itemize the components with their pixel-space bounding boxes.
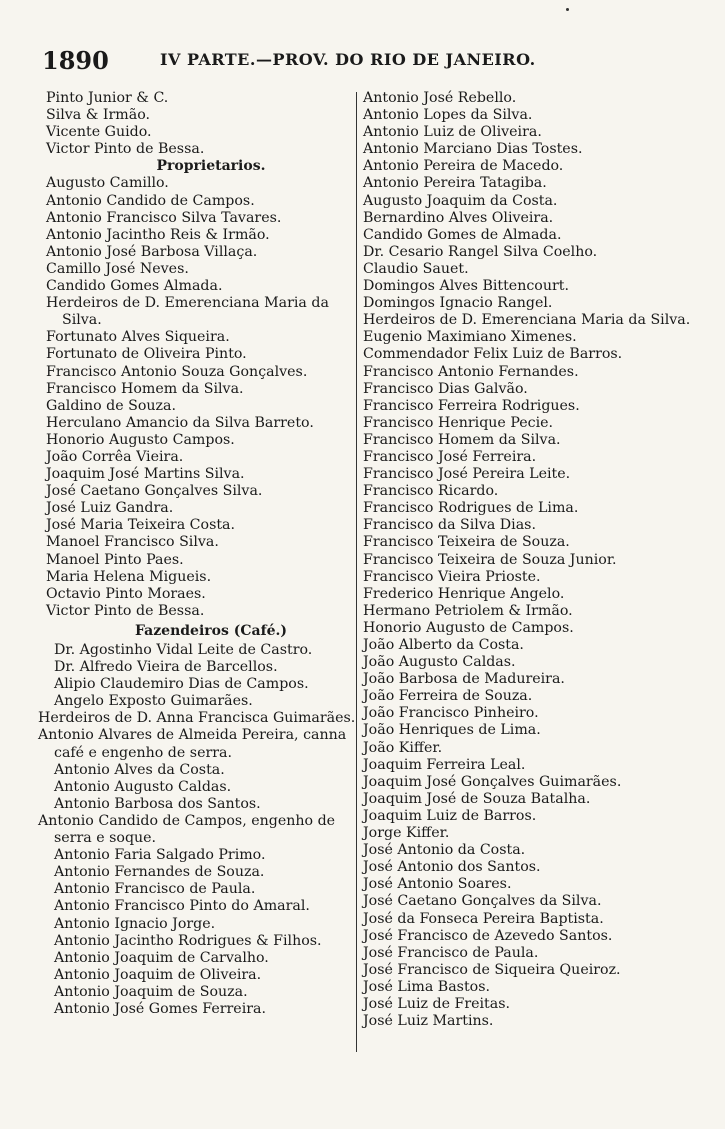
- column-divider: [356, 92, 357, 1052]
- name-entry: Francisco Henrique Pecie.: [363, 414, 554, 431]
- name-entry: Domingos Alves Bittencourt.: [363, 278, 569, 295]
- name-entry: José da Fonseca Pereira Baptista.: [363, 910, 604, 927]
- name-entry: Claudio Sauet.: [363, 260, 469, 277]
- proprietario-entry: Augusto Camillo.: [46, 175, 169, 192]
- name-entry: Francisco Teixeira de Souza.: [363, 534, 570, 551]
- name-entry: Dr. Cesario Rangel Silva Coelho.: [363, 243, 598, 260]
- proprietario-entry: José Caetano Gonçalves Silva.: [46, 483, 263, 500]
- proprietario-entry: Antonio Candido de Campos.: [46, 192, 255, 209]
- fazendeiro-entry: Antonio Faria Salgado Primo.: [54, 847, 266, 864]
- name-entry: Francisco José Ferreira.: [363, 448, 537, 465]
- name-entry: Joaquim José de Souza Batalha.: [363, 790, 591, 807]
- fazendeiro-entry: Antonio Fernandes de Souza.: [54, 864, 265, 881]
- proprietario-entry: Herdeiros de D. Emerenciana Maria da Silva.: [46, 295, 329, 329]
- name-entry: Antonio Luiz de Oliveira.: [363, 124, 542, 141]
- page-number: 1890: [42, 46, 109, 75]
- proprietario-entry: Camillo José Neves.: [46, 260, 189, 277]
- name-entry: José Antonio Soares.: [363, 876, 512, 893]
- proprietario-entry: Antonio José Barbosa Villaça.: [46, 243, 258, 260]
- name-entry: João Francisco Pinheiro.: [363, 705, 539, 722]
- name-entry: Joaquim Ferreira Leal.: [363, 756, 526, 773]
- page-header: [40, 44, 700, 76]
- proprietario-entry: José Maria Teixeira Costa.: [46, 517, 236, 534]
- name-entry: Augusto Joaquim da Costa.: [363, 192, 558, 209]
- fazendeiro-entry: Antonio Ignacio Jorge.: [54, 915, 216, 932]
- fazendeiro-entry: Antonio José Gomes Ferreira.: [54, 1000, 266, 1017]
- proprietario-entry: Victor Pinto de Bessa.: [46, 602, 205, 619]
- proprietario-entry: Galdino de Souza.: [46, 397, 176, 414]
- right-entries-list: [363, 90, 693, 1030]
- name-entry: José Luiz Martins.: [363, 1013, 494, 1030]
- name-entry: Pinto Junior & C.: [46, 90, 169, 106]
- name-entry: Eugenio Maximiano Ximenes.: [363, 329, 577, 346]
- name-entry: Herdeiros de D. Emerenciana Maria da Silva.: [363, 312, 691, 329]
- proprietario-entry: Maria Helena Migueis.: [46, 568, 212, 585]
- proprietario-entry: José Luiz Gandra.: [46, 500, 174, 517]
- fazendeiro-entry: Antonio Joaquim de Carvalho.: [54, 949, 269, 966]
- name-entry: José Francisco de Paula.: [363, 944, 539, 961]
- fazendeiros-list: [38, 642, 356, 1018]
- proprietario-entry: Francisco Antonio Souza Gonçalves.: [46, 363, 308, 380]
- name-entry: Francisco da Silva Dias.: [363, 517, 536, 534]
- name-entry: José Francisco de Azevedo Santos.: [363, 927, 613, 944]
- name-entry: Frederico Henrique Angelo.: [363, 585, 565, 602]
- name-entry: José Lima Bastos.: [363, 978, 490, 995]
- proprietario-entry: Manoel Francisco Silva.: [46, 534, 219, 551]
- name-entry: Francisco José Pereira Leite.: [363, 466, 571, 483]
- proprietario-entry: Manoel Pinto Paes.: [46, 551, 184, 568]
- name-entry: Jorge Kiffer.: [363, 825, 450, 842]
- left-column: [38, 90, 356, 1018]
- name-entry: José Antonio dos Santos.: [363, 859, 541, 876]
- proprietario-entry: Antonio Francisco Silva Tavares.: [46, 209, 282, 226]
- fazendeiro-entry: Antonio Joaquim de Souza.: [54, 983, 248, 1000]
- fazendeiro-entry: Alipio Claudemiro Dias de Campos.: [54, 676, 309, 693]
- name-entry: Vicente Guido.: [46, 124, 152, 141]
- proprietario-entry: Fortunato Alves Siqueira.: [46, 329, 230, 346]
- name-entry: Francisco Rodrigues de Lima.: [363, 500, 579, 517]
- name-entry: Bernardino Alves Oliveira.: [363, 209, 554, 226]
- name-entry: Francisco Ferreira Rodrigues.: [363, 397, 580, 414]
- proprietario-entry: Antonio Jacintho Reis & Irmão.: [46, 226, 270, 243]
- name-entry: Commendador Felix Luiz de Barros.: [363, 346, 623, 363]
- fazendeiro-entry: Angelo Exposto Guimarães.: [54, 693, 253, 710]
- name-entry: Antonio Pereira Tatagiba.: [363, 175, 547, 192]
- print-fleck: [566, 8, 569, 11]
- proprietario-entry: Fortunato de Oliveira Pinto.: [46, 346, 247, 363]
- name-entry: João Ferreira de Souza.: [363, 688, 533, 705]
- name-entry: Francisco Teixeira de Souza Junior.: [363, 551, 617, 568]
- proprietario-entry: Candido Gomes Almada.: [46, 278, 223, 295]
- fazendeiro-entry: Antonio Alvares de Almeida Pereira, canna café e engenho de serra.: [38, 727, 347, 761]
- fazendeiro-entry: Antonio Francisco de Paula.: [54, 881, 256, 898]
- running-title: IV PARTE.—PROV. DO RIO DE JANEIRO.: [160, 50, 536, 69]
- name-entry: José Caetano Gonçalves da Silva.: [363, 893, 602, 910]
- name-entry: José Francisco de Siqueira Queiroz.: [363, 961, 621, 978]
- name-entry: Francisco Ricardo.: [363, 483, 499, 500]
- name-entry: Antonio José Rebello.: [363, 90, 517, 106]
- fazendeiro-entry: Dr. Agostinho Vidal Leite de Castro.: [54, 642, 313, 658]
- proprietario-entry: Octavio Pinto Moraes.: [46, 585, 206, 602]
- name-entry: João Alberto da Costa.: [363, 637, 524, 653]
- name-entry: Francisco Dias Galvão.: [363, 380, 528, 397]
- name-entry: José Antonio da Costa.: [363, 842, 526, 859]
- continued-list: [46, 90, 356, 158]
- name-entry: João Barbosa de Madureira.: [363, 671, 565, 688]
- name-entry: Joaquim José Gonçalves Guimarães.: [363, 773, 622, 790]
- proprietario-entry: João Corrêa Vieira.: [46, 448, 184, 465]
- name-entry: Antonio Pereira de Macedo.: [363, 158, 564, 175]
- name-entry: Hermano Petriolem & Irmão.: [363, 602, 573, 619]
- proprietario-entry: Joaquim José Martins Silva.: [46, 466, 245, 483]
- name-entry: Francisco Antonio Fernandes.: [363, 363, 579, 380]
- name-entry: Honorio Augusto de Campos.: [363, 619, 574, 636]
- fazendeiro-entry: Antonio Candido de Campos, engenho de serra e soque.: [38, 812, 336, 847]
- name-entry: Francisco Vieira Prioste.: [363, 568, 541, 585]
- name-entry: Silva & Irmão.: [46, 107, 151, 124]
- fazendeiro-entry: Antonio Barbosa dos Santos.: [54, 795, 261, 812]
- fazendeiro-entry: Herdeiros de D. Anna Francisca Guimarães.: [38, 710, 356, 727]
- name-entry: Francisco Homem da Silva.: [363, 431, 561, 448]
- fazendeiro-entry: Antonio Jacintho Rodrigues & Filhos.: [54, 932, 322, 949]
- name-entry: José Luiz de Freitas.: [363, 995, 510, 1012]
- name-entry: João Henriques de Lima.: [363, 722, 541, 739]
- fazendeiro-entry: Antonio Francisco Pinto do Amaral.: [54, 898, 310, 915]
- name-entry: Joaquim Luiz de Barros.: [363, 807, 537, 824]
- proprietario-entry: Honorio Augusto Campos.: [46, 431, 235, 448]
- name-entry: Domingos Ignacio Rangel.: [363, 295, 553, 312]
- fazendeiro-entry: Antonio Joaquim de Oliveira.: [54, 966, 262, 983]
- proprietario-entry: Francisco Homem da Silva.: [46, 380, 244, 397]
- name-entry: Antonio Marciano Dias Tostes.: [363, 141, 583, 158]
- right-column: [363, 90, 693, 1030]
- fazendeiros-heading: Fazendeiros (Café.): [134, 622, 288, 639]
- proprietarios-heading: Proprietarios.: [156, 158, 266, 175]
- proprietarios-list: [46, 175, 356, 619]
- name-entry: Candido Gomes de Almada.: [363, 226, 562, 243]
- fazendeiro-entry: Antonio Alves da Costa.: [54, 761, 225, 778]
- fazendeiro-entry: Dr. Alfredo Vieira de Barcellos.: [54, 659, 278, 676]
- proprietario-entry: Herculano Amancio da Silva Barreto.: [46, 414, 314, 431]
- name-entry: João Augusto Caldas.: [363, 654, 516, 671]
- name-entry: Antonio Lopes da Silva.: [363, 107, 533, 124]
- name-entry: Victor Pinto de Bessa.: [46, 141, 205, 158]
- fazendeiro-entry: Antonio Augusto Caldas.: [54, 778, 232, 795]
- name-entry: João Kiffer.: [363, 739, 443, 756]
